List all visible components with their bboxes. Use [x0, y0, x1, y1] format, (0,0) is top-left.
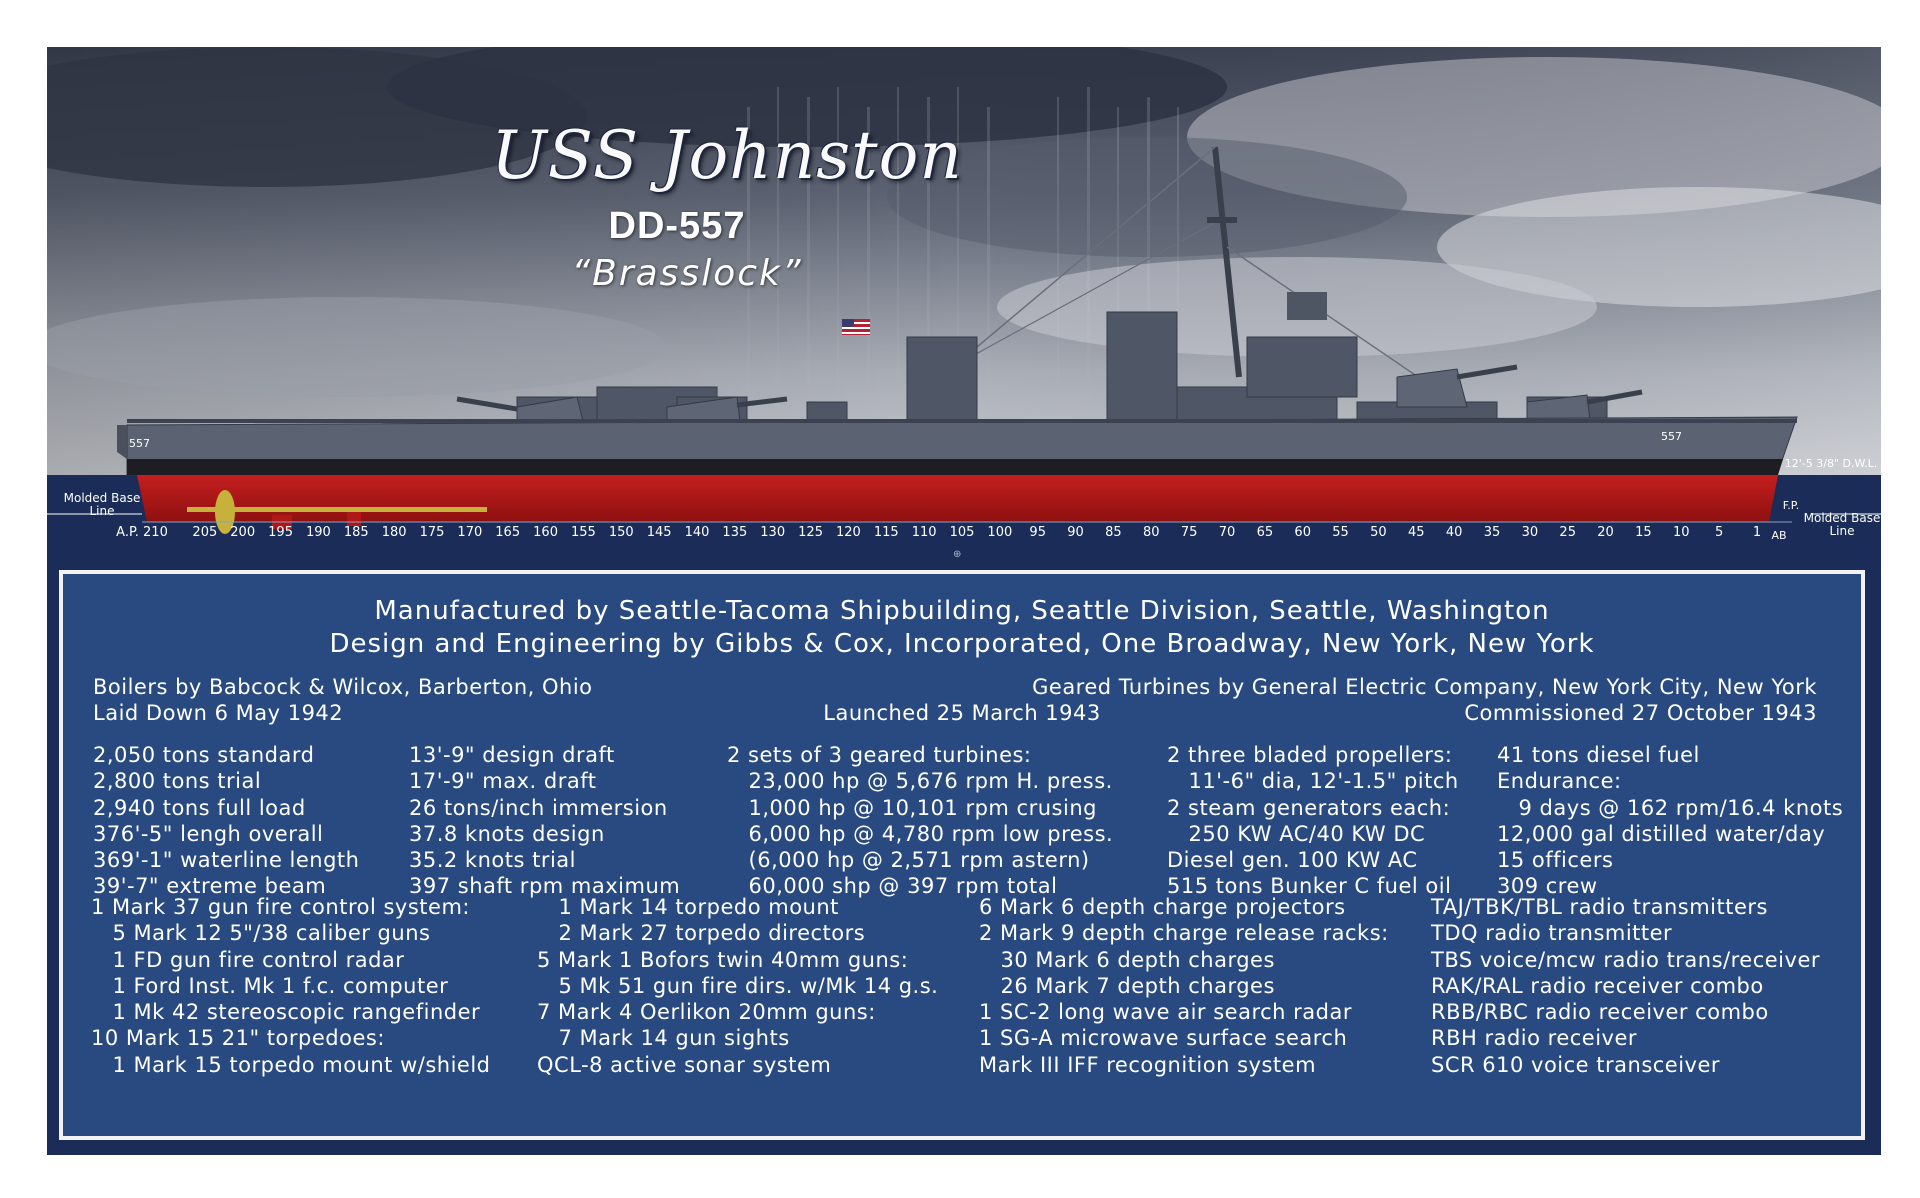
spec-line: 41 tons diesel fuel [1497, 743, 1700, 767]
frame-number: 55 [1332, 525, 1349, 540]
equipment-line: 1 Mark 37 gun fire control system: [91, 895, 470, 919]
equipment-line: 1 Mark 15 torpedo mount w/shield [91, 1052, 491, 1077]
frame-number: 35 [1483, 525, 1501, 540]
equipment-line: 5 Mk 51 gun fire dirs. w/Mk 14 g.s. [537, 973, 939, 998]
spec-line: 376'-5" lengh overall [93, 821, 324, 846]
spec-line: 397 shaft rpm maximum [409, 874, 681, 899]
equipment-line: 10 Mark 15 21" torpedoes: [91, 1026, 385, 1051]
frame-number: 1 [1752, 525, 1762, 540]
spec-line: 12,000 gal distilled water/day [1497, 821, 1826, 846]
equipment-line: RAK/RAL radio receiver combo [1431, 973, 1764, 998]
spec-line: 15 officers [1497, 848, 1614, 873]
spec-line: 6,000 hp @ 4,780 rpm low press. [727, 821, 1114, 846]
hull-number-fwd: 557 [1661, 430, 1682, 443]
frame-number: 200 [230, 525, 256, 540]
hull-number-aft: 557 [129, 437, 150, 450]
spec-line: 13'-9" design draft [409, 743, 615, 767]
spec-line: 2,050 tons standard [93, 743, 315, 767]
spec-line: 369'-1" waterline length [93, 848, 360, 873]
spec-line: 309 crew [1497, 874, 1598, 899]
equipment-line: TBS voice/mcw radio trans/receiver [1431, 947, 1821, 972]
equipment-line: 1 Ford Inst. Mk 1 f.c. computer [91, 973, 449, 998]
equipment-line: 1 Mark 14 torpedo mount [537, 895, 839, 919]
frame-number: 125 [798, 525, 823, 540]
molded-base-line-aft-label: Molded Base Line [63, 491, 141, 518]
frame-number: 150 [608, 525, 634, 540]
equipment-line: 1 SC-2 long wave air search radar [979, 1000, 1352, 1025]
spec-line: 250 KW AC/40 KW DC [1167, 821, 1426, 846]
ship-profile-scene [47, 47, 1881, 571]
equipment-line: 6 Mark 6 depth charge projectors [979, 895, 1346, 919]
equipment-line: QCL-8 active sonar system [537, 1052, 832, 1077]
frame-number: 95 [1029, 525, 1046, 540]
frame-number: 65 [1256, 525, 1274, 540]
equipment-line: 1 SG-A microwave surface search [979, 1026, 1348, 1051]
spec-line: 37.8 knots design [409, 821, 605, 846]
equipment-line: TAJ/TBK/TBL radio transmitters [1431, 895, 1768, 919]
frame-number: 205 [192, 525, 218, 540]
spec-line: 2 steam generators each: [1167, 795, 1451, 820]
frame-number: 25 [1559, 525, 1576, 540]
frame-number: 120 [836, 525, 861, 540]
specification-panel [59, 570, 1865, 1140]
frame-number: 135 [722, 525, 748, 540]
spec-line: Diesel gen. 100 KW AC [1167, 848, 1418, 873]
frame-number: 50 [1370, 525, 1387, 540]
spec-line: 35.2 knots trial [409, 848, 577, 873]
frame-number: 130 [760, 525, 786, 540]
equipment-line: 7 Mark 4 Oerlikon 20mm guns: [537, 1000, 876, 1025]
frame-number: 195 [268, 525, 293, 540]
frame-number: 165 [495, 525, 521, 540]
molded-base-line-fwd-label: Molded Base Line [1803, 511, 1881, 538]
frame-number: 60 [1294, 525, 1311, 540]
ship-name-title: USS Johnston [491, 117, 963, 194]
spec-line: 2 sets of 3 geared turbines: [727, 743, 1032, 767]
frame-number: A.P. 210 [116, 525, 168, 540]
equipment-line: 30 Mark 6 depth charges [979, 947, 1275, 972]
armament-column [91, 894, 491, 1078]
equipment-line: 2 Mark 27 torpedo directors [537, 921, 866, 946]
ab-label: AB [1771, 529, 1787, 542]
frame-number: 170 [457, 525, 483, 540]
frame-number: 100 [987, 525, 1013, 540]
hull [117, 417, 1797, 522]
fp-label: F.P. [1782, 499, 1800, 512]
frame-number: 70 [1218, 525, 1236, 540]
frame-scale [47, 525, 1881, 545]
frame-number: 115 [873, 525, 899, 540]
specs-column [93, 742, 359, 900]
spec-line: 9 days @ 162 rpm/16.4 knots [1497, 795, 1844, 820]
frame-number: 5 [1715, 525, 1724, 540]
frame-number: 45 [1408, 525, 1425, 540]
spec-line: 2 three bladed propellers: [1167, 743, 1453, 767]
equipment-line: Mark III IFF recognition system [979, 1052, 1317, 1077]
spec-line: Endurance: [1497, 769, 1622, 794]
specs-column [727, 742, 1113, 900]
spec-line: 17'-9" max. draft [409, 769, 597, 794]
spec-line: 26 tons/inch immersion [409, 795, 668, 820]
turbines-line: Geared Turbines by General Electric Company, New York City, New York [1032, 675, 1817, 699]
boilers-line: Boilers by Babcock & Wilcox, Barberton, Ohio [93, 675, 593, 699]
equipment-line: 1 FD gun fire control radar [91, 947, 405, 972]
frame-number: 160 [533, 525, 558, 540]
specs-column [409, 742, 680, 900]
commissioned-line: Commissioned 27 October 1943 [1464, 701, 1817, 725]
spec-line: (6,000 hp @ 2,571 rpm astern) [727, 848, 1090, 873]
waterline-label: 12'-5 3/8" D.W.L. [1784, 457, 1878, 470]
manufacturer-line: Manufactured by Seattle-Tacoma Shipbuilding, Seattle Division, Seattle, Washington [374, 596, 1550, 626]
spec-line: 515 tons Bunker C fuel oil [1167, 874, 1452, 899]
frame-number: 75 [1180, 525, 1198, 540]
equipment-line: 5 Mark 12 5"/38 caliber guns [91, 921, 431, 946]
frame-number: 90 [1067, 525, 1084, 540]
specs-column [1167, 742, 1459, 900]
design-line: Design and Engineering by Gibbs & Cox, Incorporated, One Broadway, New York, New York [329, 629, 1595, 659]
spec-line: 39'-7" extreme beam [93, 874, 327, 899]
svg-text:⊕: ⊕ [953, 549, 962, 560]
frame-number: 40 [1445, 525, 1463, 540]
equipment-line: RBH radio receiver [1431, 1026, 1638, 1051]
poster [47, 47, 1881, 1155]
hull-number-title: DD-557 [608, 205, 746, 247]
frame-number: 30 [1521, 525, 1539, 540]
frame-number: 105 [949, 525, 975, 540]
armament-column [979, 894, 1389, 1078]
us-flag-icon [842, 319, 870, 335]
equipment-line: 1 Mk 42 stereoscopic rangefinder [91, 1000, 481, 1025]
equipment-line: 5 Mark 1 Bofors twin 40mm guns: [537, 947, 909, 972]
frame-number: 85 [1105, 525, 1122, 540]
spec-line: 1,000 hp @ 10,101 rpm crusing [727, 795, 1097, 820]
equipment-line: SCR 610 voice transceiver [1431, 1052, 1721, 1077]
frame-number: 190 [306, 525, 331, 540]
frame-number: 155 [571, 525, 596, 540]
armament-column [537, 894, 938, 1078]
spec-line: 2,940 tons full load [93, 795, 306, 820]
armament-column [1431, 894, 1820, 1078]
laid-down-line: Laid Down 6 May 1942 [93, 701, 344, 725]
spec-line: 60,000 shp @ 397 rpm total [727, 874, 1058, 899]
equipment-line: TDQ radio transmitter [1431, 921, 1673, 946]
launched-line: Launched 25 March 1943 [823, 701, 1101, 725]
spec-line: 11'-6" dia, 12'-1.5" pitch [1167, 769, 1459, 794]
frame-number: 180 [381, 525, 407, 540]
frame-number: 110 [911, 525, 937, 540]
equipment-line: 2 Mark 9 depth charge release racks: [979, 921, 1389, 946]
equipment-line: 26 Mark 7 depth charges [979, 973, 1275, 998]
frame-number: 145 [646, 525, 672, 540]
frame-number: 175 [419, 525, 445, 540]
spec-line: 23,000 hp @ 5,676 rpm H. press. [727, 769, 1113, 794]
frame-number: 185 [343, 525, 369, 540]
frame-number: 20 [1597, 525, 1614, 540]
ship-nickname: “Brasslock” [571, 253, 803, 294]
frame-number: 80 [1143, 525, 1160, 540]
equipment-line: RBB/RBC radio receiver combo [1431, 1000, 1769, 1025]
spec-line: 2,800 tons trial [93, 769, 262, 794]
frame-number: 140 [684, 525, 710, 540]
specs-column [1497, 742, 1843, 900]
equipment-line: 7 Mark 14 gun sights [537, 1026, 790, 1051]
frame-number: 15 [1635, 525, 1652, 540]
frame-number: 10 [1673, 525, 1690, 540]
